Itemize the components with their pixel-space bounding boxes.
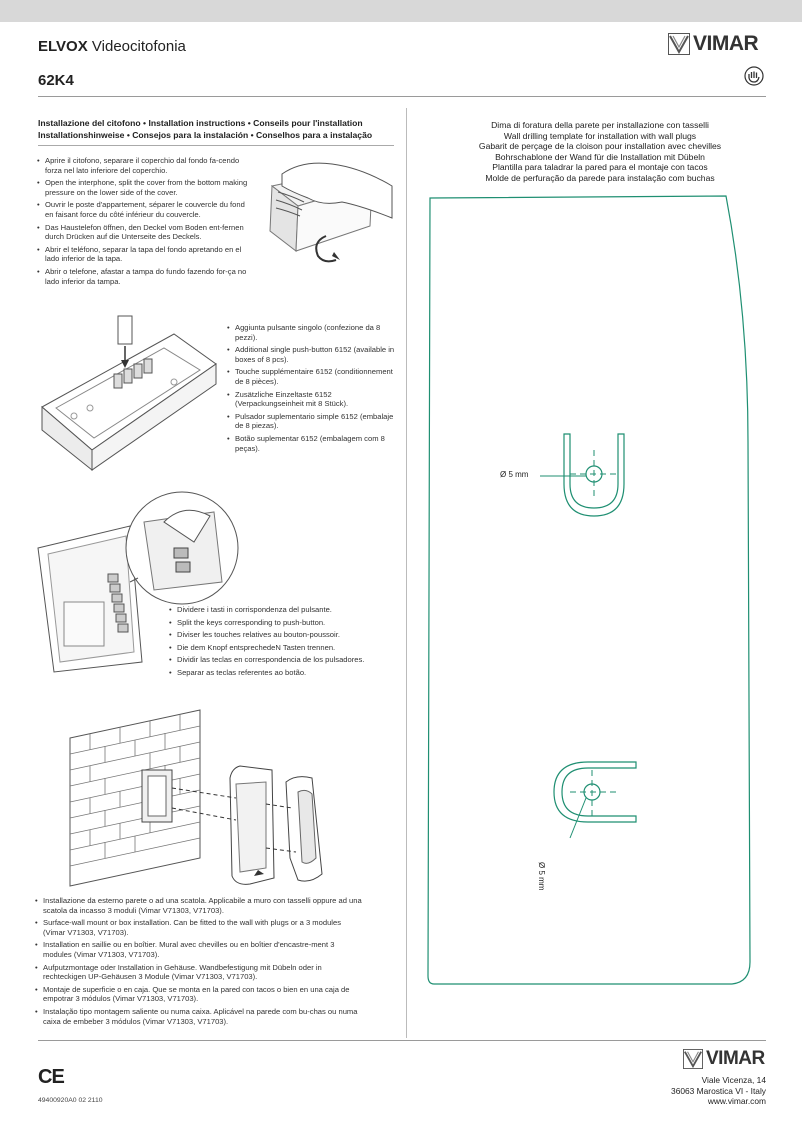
ce-mark: CE (38, 1066, 64, 1088)
list-item: • Installation en saillie ou en boîtier. Mural avec chevilles ou en boîtier d'encastre-ment 3 modules (Vimar V71303, V71703). (34, 940, 364, 959)
template-title-line: Molde de perfuração da parede para instalação com buchas (485, 172, 715, 183)
install-heading (38, 117, 408, 141)
step3-list (168, 605, 396, 681)
hole-label-bottom: Ø 5 mm (537, 862, 546, 891)
list-item: • Diviser les touches relatives au bouton-poussoir. (168, 630, 396, 640)
install-heading-line2: Installationshinweise • Consejos para la instalación • Conselhos para a instalação (38, 130, 373, 140)
vimar-logo-icon (668, 33, 690, 55)
list-item: • Aprire il citofono, separare il coperchio dal fondo fa-cendo forza nel lato inferiore del coperchio. (36, 156, 250, 175)
footer-vimar-logo (683, 1048, 765, 1070)
install-heading-line1: Installazione del citofono • Installation instructions • Conseils pour l'installation (38, 118, 363, 128)
template-title-line: Bohrschablone der Wand für die Installation mit Dübeln (495, 151, 705, 162)
template-title-line: Gabarit de perçage de la cloison pour installation avec chevilles (478, 141, 722, 152)
vimar-logo (668, 32, 758, 56)
list-item: • Aufputzmontage oder Installation in Gehäuse. Wandbefestigung mit Dübeln oder in rechteckigen UP-Gehäusen 3 Module (Vimar V71303, V71703). (34, 963, 364, 982)
template-title-line: Plantilla para taladrar la pared para el montaje con tacos (492, 162, 708, 173)
list-item: • Dividir las teclas en correspondencia de los pulsadores. (168, 655, 396, 665)
list-item: • Abrir o telefone, afastar a tampa do fundo fazendo for-ça no lado inferior da tampa. (36, 267, 250, 286)
list-item: • Dividere i tasti in corrispondenza del pulsante. (168, 605, 396, 615)
list-item: • Separar as teclas referentes ao botão. (168, 668, 396, 678)
footer-vimar-logo-icon (683, 1049, 703, 1069)
column-divider (406, 108, 407, 1038)
brand-subtitle: Videocitofonia (91, 38, 186, 55)
list-item: • Pulsador suplementario simple 6152 (embalaje de 8 piezas). (226, 412, 396, 431)
address-city: 36063 Marostica VI - Italy (671, 1085, 766, 1096)
list-item: • Split the keys corresponding to push-button. (168, 618, 396, 628)
hole-label-top: Ø 5 mm (500, 470, 529, 479)
brand-line (38, 38, 186, 55)
list-item: • Ouvrir le poste d'appartement, séparer le couvercle du fond en faisant force du côté inférieur du couvercle. (36, 200, 250, 219)
brand-name: ELVOX (38, 38, 88, 55)
list-item: • Open the interphone, split the cover from the bottom making pressure on the lower side of the cover. (36, 178, 250, 197)
vimar-logo-text: VIMAR (693, 32, 759, 55)
list-item: • Installazione da esterno parete o ad una scatola. Applicabile a muro con tasselli oppure ad una scatola da incasso 3 moduli (Vimar V71303, V71703). (34, 896, 364, 915)
list-item: • Botão suplementar 6152 (embalagem com 8 peças). (226, 434, 396, 453)
list-item: • Additional single push-button 6152 (available in boxes of 8 pcs). (226, 345, 396, 364)
step4-list (34, 896, 364, 1029)
template-title-line: Dima di foratura della parete per installazione con tasselli (491, 120, 709, 130)
list-item: • Abrir el teléfono, separar la tapa del fondo apretando en el lado inferior de la tapa. (36, 245, 250, 264)
template-title-line: Wall drilling template for installation with wall plugs (503, 130, 697, 141)
company-address (671, 1075, 766, 1107)
list-item: • Instalação tipo montagem saliente ou numa caixa. Aplicável na parede com bu-chas ou numa caixa de embeber 3 módulos (Vimar V71303, V71703). (34, 1007, 364, 1026)
list-item: • Zusätzliche Einzeltaste 6152 (Verpackungseinheit mit 8 Stück). (226, 390, 396, 409)
footer-vimar-logo-text: VIMAR (706, 1048, 765, 1069)
wall-install-illustration (60, 708, 335, 888)
step1-list (36, 156, 250, 289)
header-divider (38, 96, 766, 97)
top-bar (0, 0, 802, 22)
template-title (410, 120, 790, 184)
step2-list (226, 323, 396, 456)
list-item: • Montaje de superficie o en caja. Que se monta en la pared con tacos o bien en una caja de empotrar 3 módulos (Vimar V71303, V71703). (34, 985, 364, 1004)
manual-hand-icon (744, 66, 764, 86)
list-item: • Die dem Knopf entsprechedeN Tasten trennen. (168, 643, 396, 653)
model-number: 62K4 (38, 72, 74, 89)
list-item: • Das Haustelefon öffnen, den Deckel vom Boden ent-fernen durch Drücken auf die Unterseite des Deckels. (36, 223, 250, 242)
open-cover-illustration (252, 156, 400, 268)
footer-divider (38, 1040, 766, 1041)
list-item: • Surface-wall mount or box installation. Can be fitted to the wall with plugs or a 3 modules (Vimar V71303, V71703). (34, 918, 364, 937)
list-item: • Aggiunta pulsante singolo (confezione da 8 pezzi). (226, 323, 396, 342)
drilling-template (420, 192, 760, 1032)
website-link[interactable]: www.vimar.com (707, 1096, 766, 1106)
heading-divider (38, 145, 394, 146)
template-outline (428, 196, 750, 984)
address-street: Viale Vicenza, 14 (701, 1075, 766, 1085)
document-code: 49400920A0 02 2110 (38, 1097, 103, 1104)
list-item: • Touche supplémentaire 6152 (conditionnement de 8 pièces). (226, 367, 396, 386)
push-button-illustration (34, 312, 224, 472)
